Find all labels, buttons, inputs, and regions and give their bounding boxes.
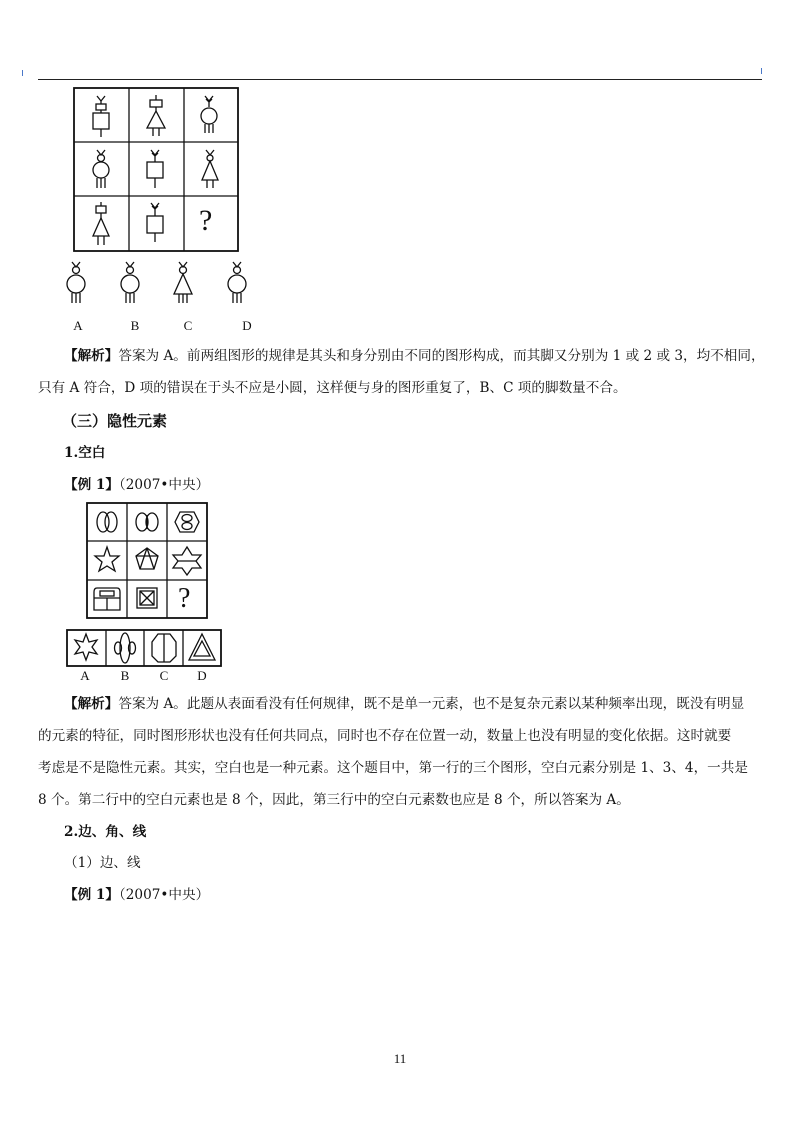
sub2-title: 2.边、角、线 xyxy=(64,824,147,840)
analysis2-line4: 8 个。第二行中的空白元素也是 8 个，因此，第三行中的空白元素数也应是 8 个，所以答案为 A。 xyxy=(38,792,630,808)
analysis2-line1 xyxy=(64,694,744,714)
analysis2-text: 答案为 A。此题从表面看没有任何规律，既不是单一元素，也不是复杂元素以某种频率出现，既没有明显 xyxy=(118,696,745,712)
analysis1-text: 答案为 A。前两组图形的规律是其头和身分别由不同的图形构成，而其脚又分别为 1 或 2 或 3，均不相同， xyxy=(118,348,765,364)
puzzle2-choice-label-c: C xyxy=(159,668,169,683)
shape-r1c1 xyxy=(97,512,117,532)
example2-bracket: 【例 1】 xyxy=(64,887,119,903)
shape-r2c2 xyxy=(136,548,158,569)
analysis1-line2: 只有 A 符合，D 项的错误在于头不应是小圆，这样便与身的图形重复了，B、C 项的脚数量不合。 xyxy=(38,380,627,396)
example1-bracket: 【例 1】 xyxy=(64,477,119,493)
analysis2-line3: 考虑是不是隐性元素。其实，空白也是一种元素。这个题目中，第一行的三个图形，空白元素分别是 1、3、4，一共是 xyxy=(38,760,748,776)
section3-title: （三）隐性元素 xyxy=(62,412,168,430)
sub2-item1: （1）边、线 xyxy=(64,855,141,871)
choice-shape-c xyxy=(152,634,176,662)
page-number: 11 xyxy=(393,1051,407,1066)
puzzle1-choice-label-a: A xyxy=(73,318,83,333)
puzzle2-choice-label-a: A xyxy=(80,668,90,683)
choice-shape-a xyxy=(75,634,97,660)
shape-r2c3 xyxy=(173,547,201,575)
puzzle1-choice-label-c: C xyxy=(183,318,193,333)
shape-r3c2 xyxy=(137,588,157,608)
shape-r2c1 xyxy=(95,547,119,571)
puzzle2-question-mark: ? xyxy=(178,583,191,614)
puzzle2-choice-label-b: B xyxy=(120,668,130,683)
shape-r1c2 xyxy=(136,513,158,531)
shape-r1c3 xyxy=(175,512,199,532)
choice-shape-b xyxy=(115,633,136,663)
example2-heading xyxy=(64,885,209,905)
puzzle1-choice-label-d: D xyxy=(242,318,252,333)
puzzle1-question-mark: ? xyxy=(199,204,213,237)
example2-source: （2007•中央） xyxy=(118,887,210,903)
shape-r3c1 xyxy=(94,588,120,610)
analysis2-tag: 【解析】 xyxy=(64,696,119,712)
analysis2-line2: 的元素的特征，同时图形形状也没有任何共同点，同时也不存在位置一动，数量上也没有明显的变化依据。这时就要 xyxy=(38,728,732,744)
example1-source: （2007•中央） xyxy=(118,477,210,493)
sub1-title: 1.空白 xyxy=(64,445,106,461)
puzzle1-choice-label-b: B xyxy=(130,318,140,333)
choice-shape-d xyxy=(189,634,215,660)
puzzle2-choice-label-d: D xyxy=(197,668,207,683)
analysis1-tag: 【解析】 xyxy=(64,348,119,364)
